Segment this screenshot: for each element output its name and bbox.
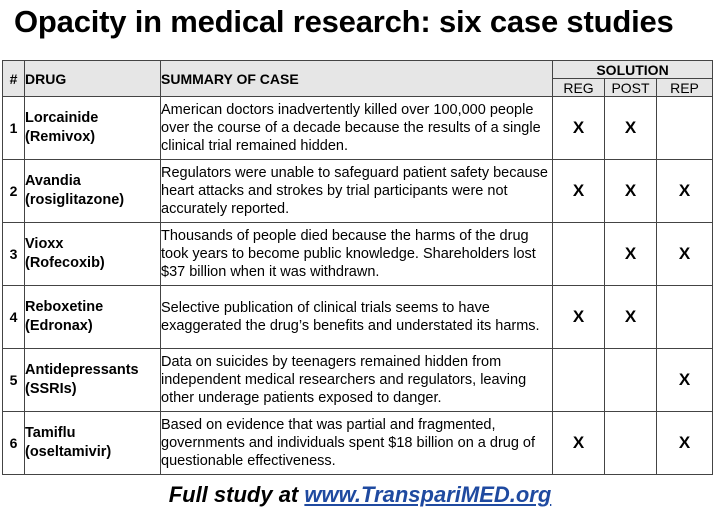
case-summary: Selective publication of clinical trials seems to have exaggerated the drug’s benefits and understated its harms. [161, 286, 553, 349]
drug-alt-name: (Rofecoxib) [25, 255, 105, 271]
table-row [3, 97, 713, 160]
reg-mark: X [553, 412, 605, 475]
rep-mark: X [657, 160, 713, 223]
post-mark [605, 349, 657, 412]
footer-prefix: Full study at [168, 482, 305, 507]
case-summary: Data on suicides by teenagers remained hidden from independent medical researchers and regulators, leaving other underage patients exposed to danger. [161, 349, 553, 412]
header-solution: SOLUTION [553, 61, 713, 79]
drug-name: Vioxx [25, 236, 64, 252]
row-number: 3 [3, 223, 25, 286]
case-studies-table [2, 60, 713, 475]
footer [0, 482, 720, 508]
table-row [3, 223, 713, 286]
header-rep: REP [657, 79, 713, 97]
post-mark [605, 412, 657, 475]
drug-name: Reboxetine [25, 299, 104, 315]
drug-alt-name: (SSRIs) [25, 381, 77, 397]
drug-cell [25, 97, 161, 160]
row-number: 4 [3, 286, 25, 349]
drug-name: Antidepressants [25, 362, 139, 378]
case-summary: American doctors inadvertently killed over 100,000 people over the course of a decade because the results of a single clinical trial remained hidden. [161, 97, 553, 160]
header-reg: REG [553, 79, 605, 97]
case-summary: Based on evidence that was partial and fragmented, governments and individuals spent $18 billion on a drug of questionable effectiveness. [161, 412, 553, 475]
study-link[interactable]: www.TranspariMED.org [304, 482, 552, 507]
table-row [3, 412, 713, 475]
row-number: 6 [3, 412, 25, 475]
post-mark: X [605, 97, 657, 160]
reg-mark [553, 349, 605, 412]
rep-mark [657, 97, 713, 160]
reg-mark: X [553, 97, 605, 160]
post-mark: X [605, 160, 657, 223]
row-number: 1 [3, 97, 25, 160]
table-row [3, 286, 713, 349]
header-post: POST [605, 79, 657, 97]
reg-mark [553, 223, 605, 286]
drug-cell [25, 160, 161, 223]
header-summary: SUMMARY OF CASE [161, 61, 553, 97]
post-mark: X [605, 223, 657, 286]
drug-name: Tamiflu [25, 425, 76, 441]
drug-cell [25, 286, 161, 349]
drug-name: Avandia [25, 173, 81, 189]
drug-name: Lorcainide [25, 110, 99, 126]
drug-cell [25, 412, 161, 475]
row-number: 5 [3, 349, 25, 412]
case-summary: Regulators were unable to safeguard patient safety because heart attacks and strokes by trial participants were not accurately reported. [161, 160, 553, 223]
drug-cell [25, 223, 161, 286]
drug-alt-name: (oseltamivir) [25, 444, 112, 460]
rep-mark: X [657, 349, 713, 412]
header-number: # [3, 61, 25, 97]
page-title: Opacity in medical research: six case studies [14, 4, 674, 39]
post-mark: X [605, 286, 657, 349]
rep-mark [657, 286, 713, 349]
table-row [3, 349, 713, 412]
drug-alt-name: (Edronax) [25, 318, 93, 334]
reg-mark: X [553, 286, 605, 349]
rep-mark: X [657, 223, 713, 286]
table-row [3, 160, 713, 223]
drug-alt-name: (rosiglitazone) [25, 192, 125, 208]
reg-mark: X [553, 160, 605, 223]
drug-cell [25, 349, 161, 412]
header-drug: DRUG [25, 61, 161, 97]
drug-alt-name: (Remivox) [25, 129, 96, 145]
row-number: 2 [3, 160, 25, 223]
rep-mark: X [657, 412, 713, 475]
case-summary: Thousands of people died because the harms of the drug took years to become public knowledge. Shareholders lost $37 billion when it was withdrawn. [161, 223, 553, 286]
